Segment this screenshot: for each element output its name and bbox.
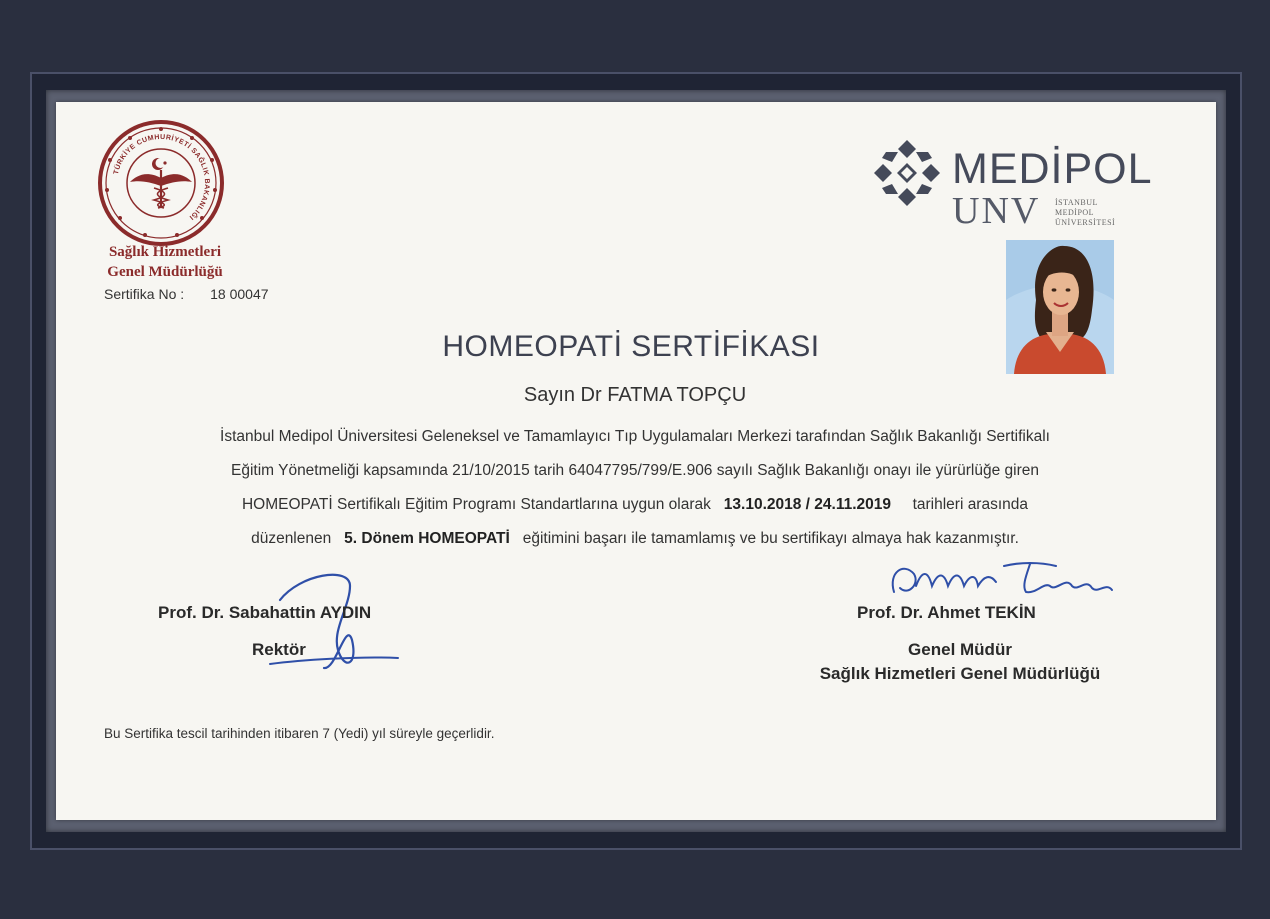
certificate-title-text: HOMEOPATİ SERTİFİKASI	[442, 330, 820, 363]
certificate-number-value: 18 00047	[210, 286, 269, 302]
signatory-left-name: Prof. Dr. Sabahattin AYDIN	[158, 603, 372, 622]
signature-right	[880, 552, 1120, 606]
certificate-paper	[56, 102, 1216, 820]
body-line-3-text-b: tarihleri arasında	[912, 496, 1029, 513]
ministry-name-line2: Genel Müdürlüğü	[107, 264, 223, 280]
body-line-3	[0, 496, 1270, 514]
signatory-right-name: Prof. Dr. Ahmet TEKİN	[857, 603, 1036, 622]
university-sub-line2: MEDİPOL	[1055, 208, 1095, 217]
university-abbr: UNV	[952, 190, 1041, 232]
university-name: MEDİPOL	[952, 145, 1153, 193]
university-sub-line3: ÜNİVERSİTESİ	[1055, 218, 1116, 227]
body-line-4-text-a: düzenlenen	[251, 530, 332, 547]
body-line-4-text-b: eğitimini başarı ile tamamlamış ve bu sertifikayı almaya hak kazanmıştır.	[522, 530, 1019, 547]
recipient-name: Sayın Dr FATMA TOPÇU	[523, 384, 747, 406]
ministry-name-line1: Sağlık Hizmetleri	[108, 244, 222, 260]
training-dates: 13.10.2018 / 24.11.2019	[723, 496, 892, 513]
certificate-title	[0, 330, 1270, 364]
body-line-4	[0, 530, 1270, 548]
body-line-2: Eğitim Yönetmeliği kapsamında 21/10/2015 tarih 64047795/799/E.906 sayılı Sağlık Bakanlığı onayı ile yürürlüğe giren	[231, 462, 1039, 479]
seal-ring-text: TÜRKİYE CUMHURİYETİ SAĞLIK BAKANLIĞI	[112, 133, 211, 221]
medipol-logo-icon	[872, 138, 942, 208]
signatory-right-role2: Sağlık Hizmetleri Genel Müdürlüğü	[819, 664, 1101, 683]
signatory-right-role1: Genel Müdür	[908, 640, 1012, 659]
body-line-1: İstanbul Medipol Üniversitesi Geleneksel ve Tamamlayıcı Tıp Uygulamaları Merkezi tarafından Sağlık Bakanlığı Sertifikalı	[220, 428, 1050, 445]
university-sub-line1: İSTANBUL	[1055, 198, 1098, 207]
validity-note: Bu Sertifika tescil tarihinden itibaren 7 (Yedi) yıl süreyle geçerlidir.	[104, 726, 495, 741]
training-term: 5. Dönem HOMEOPATİ	[344, 530, 510, 547]
signatory-left-role: Rektör	[252, 640, 306, 659]
body-line-3-text-a: HOMEOPATİ Sertifikalı Eğitim Programı Standartlarına uygun olarak	[241, 496, 711, 513]
ministry-seal-icon	[94, 120, 228, 246]
certificate-number-label: Sertifika No :	[104, 286, 185, 302]
certificate-number	[104, 286, 269, 302]
